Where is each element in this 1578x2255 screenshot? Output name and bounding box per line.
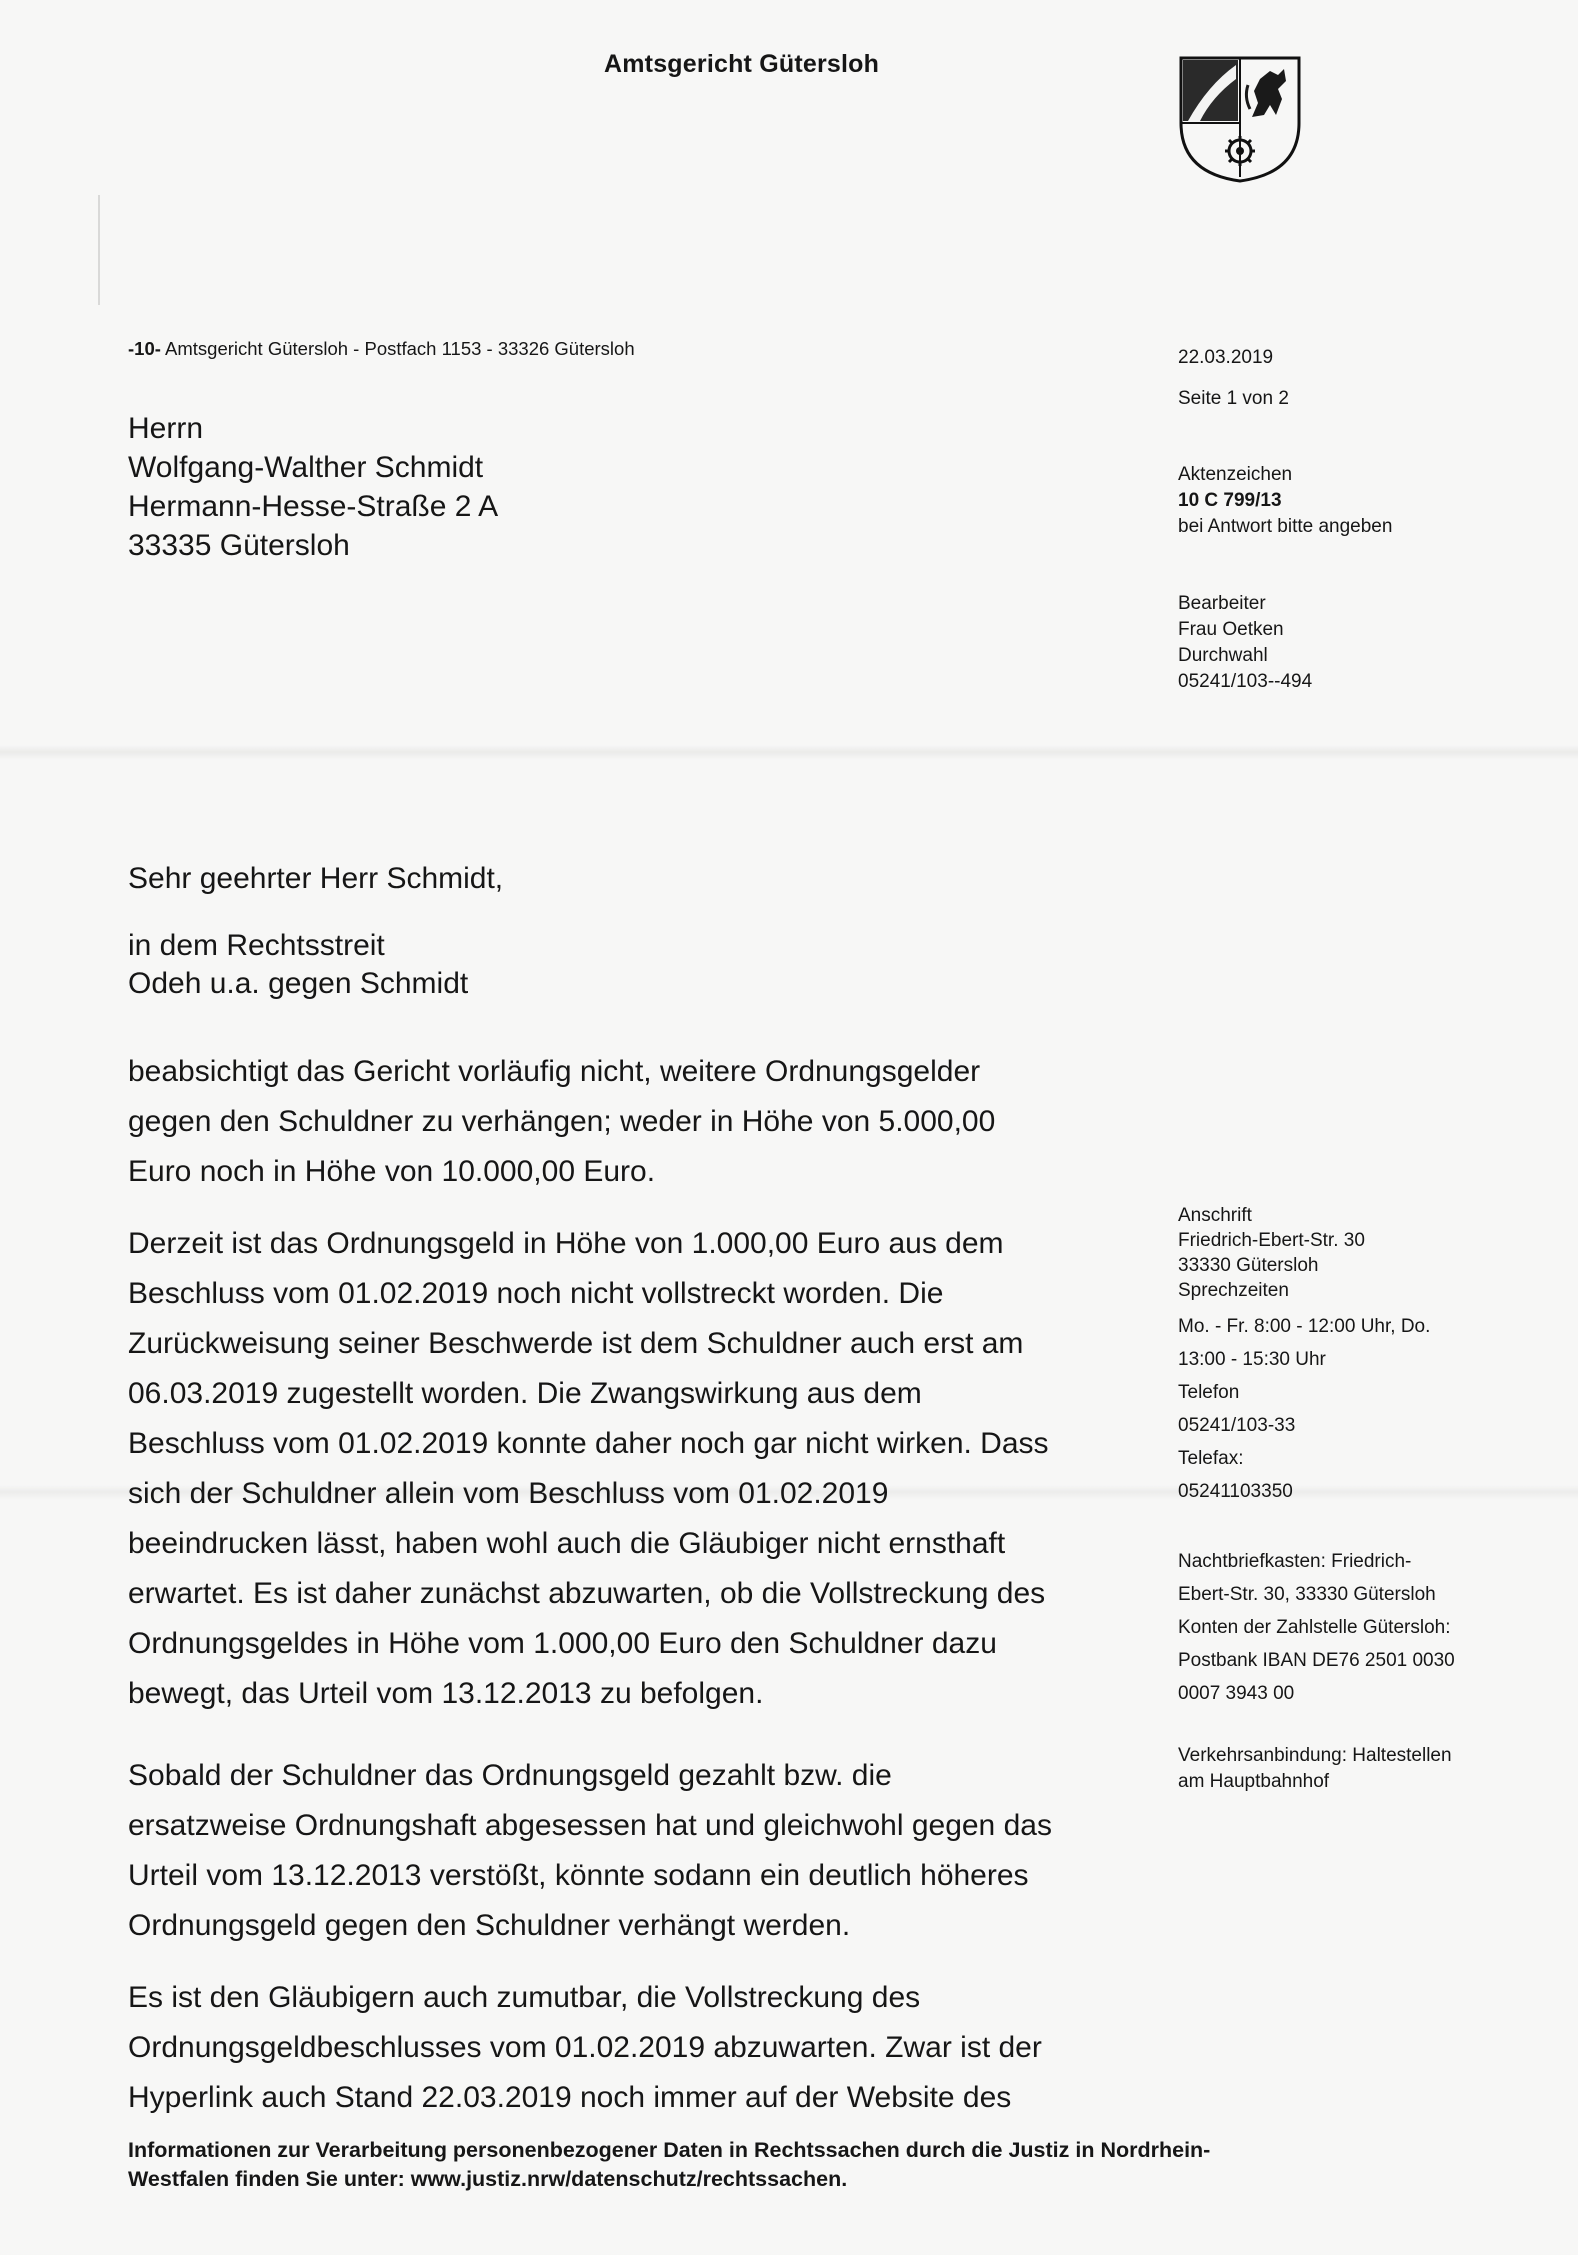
- court-address-block: [1178, 1203, 1365, 1303]
- transit-line: am Hauptbahnhof: [1178, 1771, 1330, 1792]
- phone-number: 05241/103-33: [1178, 1415, 1296, 1436]
- paragraph-1: [128, 1047, 1168, 1197]
- clerk-label: Bearbeiter: [1178, 593, 1266, 614]
- recipient-line: Herrn: [128, 412, 204, 445]
- sender-address: Amtsgericht Gütersloh - Postfach 1153 - 33326 Gütersloh: [165, 338, 635, 359]
- text-line: Euro noch in Höhe von 10.000,00 Euro.: [128, 1155, 656, 1188]
- text-line: erwartet. Es ist daher zunächst abzuwarten, ob die Vollstreckung des: [128, 1577, 1046, 1610]
- text-line: Beschluss vom 01.02.2019 noch nicht vollstreckt worden. Die: [128, 1277, 944, 1310]
- address-label: Anschrift: [1178, 1205, 1252, 1226]
- text-line: Derzeit ist das Ordnungsgeld in Höhe von 1.000,00 Euro aus dem: [128, 1227, 1004, 1260]
- recipient-line: 33335 Gütersloh: [128, 529, 350, 562]
- recipient-line: Wolfgang-Walther Schmidt: [128, 451, 484, 484]
- case-intro: [128, 927, 1168, 1003]
- hours-label: Sprechzeiten: [1178, 1280, 1289, 1301]
- mailbox-line: Ebert-Str. 30, 33330 Gütersloh: [1178, 1584, 1436, 1605]
- text-line: Urteil vom 13.12.2013 verstößt, könnte sodann ein deutlich höheres: [128, 1859, 1029, 1892]
- hours-line: 13:00 - 15:30 Uhr: [1178, 1349, 1326, 1370]
- privacy-footer: [128, 2136, 1210, 2194]
- address-city: 33330 Gütersloh: [1178, 1255, 1319, 1276]
- phone-label: Telefon: [1178, 1382, 1240, 1403]
- paragraph-3: [128, 1751, 1168, 1951]
- sender-code: -10-: [128, 338, 161, 359]
- recipient-line: Hermann-Hesse-Straße 2 A: [128, 490, 499, 523]
- text-line: Beschluss vom 01.02.2019 konnte daher noch gar nicht wirken. Dass: [128, 1427, 1049, 1460]
- clerk-name: Frau Oetken: [1178, 619, 1284, 640]
- nrw-crest-icon: [1178, 55, 1302, 183]
- reference-note: bei Antwort bitte angeben: [1178, 516, 1393, 537]
- text-line: beabsichtigt das Gericht vorläufig nicht, weitere Ordnungsgelder: [128, 1055, 981, 1088]
- mailbox-bank-block: [1178, 1545, 1455, 1710]
- recipient-address: [128, 409, 498, 565]
- paragraph-2: [128, 1219, 1168, 1719]
- fax-label: Telefax:: [1178, 1448, 1244, 1469]
- paragraph-4: [128, 1973, 1168, 2123]
- accounts-label: Konten der Zahlstelle Gütersloh:: [1178, 1617, 1451, 1638]
- footer-line: Informationen zur Verarbeitung personenbezogener Daten in Rechtssachen durch die Justiz in Nordrhein-: [128, 2138, 1211, 2162]
- transit-block: [1178, 1743, 1452, 1795]
- text-line: sich der Schuldner allein vom Beschluss vom 01.02.2019: [128, 1477, 889, 1510]
- footer-line: Westfalen finden Sie unter: www.justiz.nrw/datenschutz/rechtssachen.: [128, 2167, 848, 2191]
- text-line: Ordnungsgeldes in Höhe vom 1.000,00 Euro den Schuldner dazu: [128, 1627, 997, 1660]
- case-line: in dem Rechtsstreit: [128, 929, 385, 962]
- text-line: bewegt, das Urteil vom 13.12.2013 zu befolgen.: [128, 1677, 764, 1710]
- mailbox-line: Nachtbriefkasten: Friedrich-: [1178, 1551, 1412, 1572]
- text-line: gegen den Schuldner zu verhängen; weder in Höhe von 5.000,00: [128, 1105, 996, 1138]
- address-street: Friedrich-Ebert-Str. 30: [1178, 1230, 1365, 1251]
- text-line: Sobald der Schuldner das Ordnungsgeld gezahlt bzw. die: [128, 1759, 892, 1792]
- letter-date: 22.03.2019: [1178, 347, 1274, 368]
- reference-number: 10 C 799/13: [1178, 490, 1282, 511]
- salutation: Sehr geehrter Herr Schmidt,: [128, 862, 504, 895]
- case-line: Odeh u.a. gegen Schmidt: [128, 967, 469, 1000]
- text-line: 06.03.2019 zugestellt worden. Die Zwangswirkung aus dem: [128, 1377, 922, 1410]
- page-indicator: Seite 1 von 2: [1178, 388, 1289, 409]
- margin-mark: [98, 195, 100, 305]
- text-line: ersatzweise Ordnungshaft abgesessen hat und gleichwohl gegen das: [128, 1809, 1052, 1842]
- hours-line: Mo. - Fr. 8:00 - 12:00 Uhr, Do.: [1178, 1316, 1431, 1337]
- sender-line: [128, 338, 635, 360]
- text-line: Es ist den Gläubigern auch zumutbar, die Vollstreckung des: [128, 1981, 921, 2014]
- extension-label: Durchwahl: [1178, 645, 1268, 666]
- clerk-block: [1178, 591, 1312, 695]
- court-name: Amtsgericht Gütersloh: [604, 50, 880, 78]
- bank-line: 0007 3943 00: [1178, 1683, 1295, 1704]
- text-line: Hyperlink auch Stand 22.03.2019 noch immer auf der Website des: [128, 2081, 1012, 2114]
- fax-number: 05241103350: [1178, 1481, 1293, 1502]
- hours-phone-block: [1178, 1310, 1430, 1508]
- extension-number: 05241/103--494: [1178, 671, 1313, 692]
- transit-line: Verkehrsanbindung: Haltestellen: [1178, 1745, 1452, 1766]
- reference-block: [1178, 462, 1392, 540]
- text-line: beeindrucken lässt, haben wohl auch die Gläubiger nicht ernsthaft: [128, 1527, 1006, 1560]
- text-line: Ordnungsgeldbeschlusses vom 01.02.2019 abzuwarten. Zwar ist der: [128, 2031, 1042, 2064]
- reference-label: Aktenzeichen: [1178, 464, 1293, 485]
- bank-line: Postbank IBAN DE76 2501 0030: [1178, 1650, 1455, 1671]
- text-line: Ordnungsgeld gegen den Schuldner verhängt werden.: [128, 1909, 851, 1942]
- text-line: Zurückweisung seiner Beschwerde ist dem Schuldner auch erst am: [128, 1327, 1024, 1360]
